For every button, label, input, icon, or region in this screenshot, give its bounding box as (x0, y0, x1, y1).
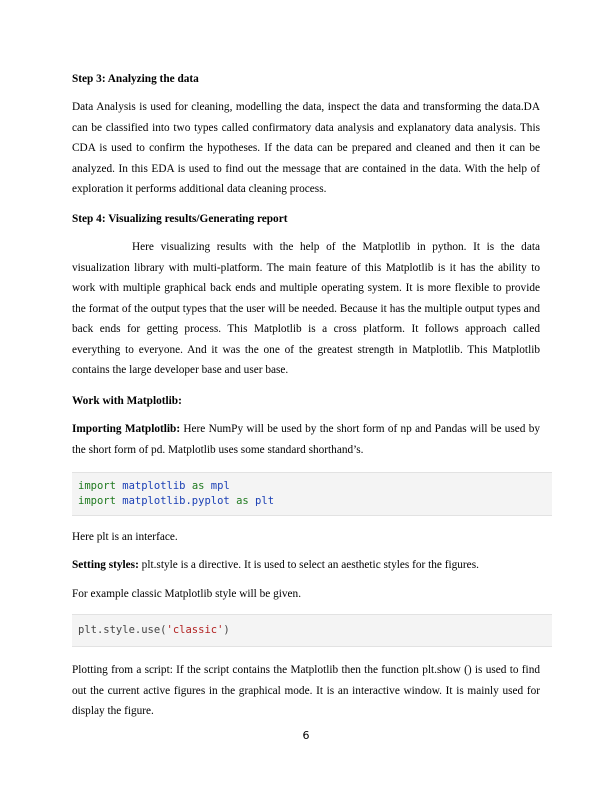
code-paren: ) (223, 624, 230, 636)
import-code-block (72, 472, 552, 516)
code-line-1 (78, 479, 546, 494)
code-line-2 (78, 494, 546, 509)
importing-paragraph (72, 419, 540, 460)
code-alias: plt (255, 495, 275, 507)
style-code-block (72, 614, 552, 647)
importing-label: Importing Matplotlib: (72, 423, 181, 435)
code-string: 'classic' (166, 624, 224, 636)
code-keyword: import (78, 480, 116, 492)
code-call: plt.style.use( (78, 624, 167, 636)
step3-paragraph: Data Analysis is used for cleaning, modelling the data, inspect the data and transforming the data.DA can be classified into two types called confirmatory data analysis and explanatory data analysis. This CDA is used to confirm the hypotheses. If the data can be prepared and cleaned and then it can be analyzed. In this EDA is used to find out the message that are contained in the data. With the help of exploration it performs additional data cleaning process. (72, 101, 540, 195)
page-number: 6 (302, 729, 310, 742)
code-keyword: as (236, 495, 249, 507)
code-module: matplotlib (122, 480, 186, 492)
styles-text: plt.style is a directive. It is used to select an aesthetic styles for the figures. (138, 559, 479, 571)
step3-heading: Step 3: Analyzing the data (72, 73, 199, 85)
plotting-paragraph: Plotting from a script: If the script contains the Matplotlib then the function plt.show () is used to find out the current active figures in the graphical mode. It is an interactive window. It is mainly used for display the figure. (72, 664, 540, 717)
styles-paragraph (72, 555, 540, 576)
example-text: For example classic Matplotlib style will be given. (72, 588, 302, 600)
styles-label: Setting styles: (72, 559, 139, 571)
code-keyword: as (191, 480, 205, 492)
work-heading: Work with Matplotlib: (72, 395, 182, 407)
step4-heading: Step 4: Visualizing results/Generating report (72, 213, 288, 225)
step4-paragraph: Here visualizing results with the help of the Matplotlib in python. It is the data visualization library with multi-platform. The main feature of this Matplotlib is it has the ability to work with multiple graphical back ends and multiple operating system. It is more flexible to provide the format of the output types that the user will be needed. Because it has the multiple output types and back ends for getting process. This Matplotlib is a cross platform. It follows approach called everything to everyone. And it was the one of the greatest strength in Matplotlib. This Matplotlib contains the large developer base and user base. (72, 241, 540, 376)
code-alias: mpl (210, 480, 230, 492)
code-keyword: import (78, 495, 116, 507)
importing-text: Here NumPy will be used by the short form of np and Pandas will be used by the short form of pd. Matplotlib uses some standard shorthand’s. (72, 423, 541, 456)
code-module: matplotlib.pyplot (122, 495, 230, 507)
plt-interface-text: Here plt is an interface. (72, 531, 178, 543)
